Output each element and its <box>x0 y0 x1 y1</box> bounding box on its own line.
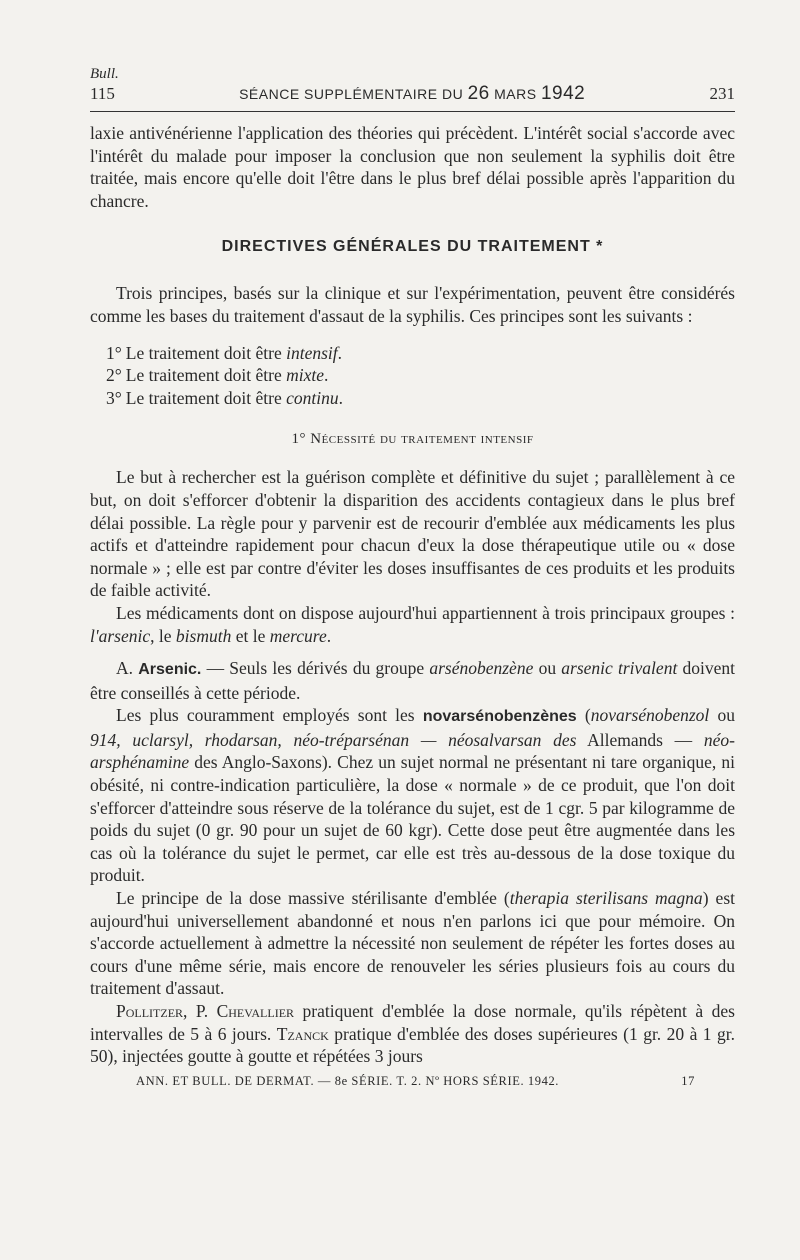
footer-citation: ANN. ET BULL. DE DERMAT. — 8e SÉRIE. T. 2. Nº HORS SÉRIE. 1942. <box>136 1073 560 1088</box>
page-number-left: 115 <box>90 84 115 103</box>
subsection-paragraph-2: Les médicaments dont on dispose aujourd'hui appartiennent à trois principaux groupes : l'arsenic, le bismuth et le mercure. <box>90 602 735 646</box>
arsenic-paragraph-3: Le principe de la dose massive stérilisante d'emblée (therapia sterilisans magna) est aujourd'hui universellement abandonné et nous n'en parlons ici que pour mémoire. On s'accorde actuellement à admettre la nécessité non seulement de répéter les fortes doses au cours d'une même série, mais encore de renouveler les séries plusieurs fois au cours du traitement d'assaut. <box>90 888 735 999</box>
header-title <box>239 83 585 105</box>
principle-item: 1° Le traitement doit être intensif. <box>106 342 343 363</box>
header-title-prefix: SÉANCE SUPPLÉMENTAIRE DU <box>239 86 468 102</box>
header-rule <box>90 111 735 112</box>
footer-signature-number: 17 <box>681 1073 695 1088</box>
header-title-day: 26 <box>467 83 490 104</box>
header-title-month: MARS <box>489 86 541 102</box>
journal-abbrev: Bull. <box>90 66 119 82</box>
principle-item: 3° Le traitement doit être continu. <box>106 387 343 408</box>
subsection-paragraph-1: Le but à rechercher est la guérison complète et définitive du sujet ; parallèlement à ce but, on doit s'efforcer d'obtenir la disparition des accidents contagieux dans le plus bref délai possible. La règle pour y parvenir est de recourir d'emblée aux médicaments les plus actifs et d'atteindre rapidement pour chacun d'eux la dose thérapeutique utile ou « dose normale » ; elle est par contre d'éviter les doses insuffisantes de ces produits et les produits de faible activité. <box>90 467 735 601</box>
arsenic-paragraph-1: A. Arsenic. — Seuls les dérivés du groupe arsénobenzène ou arsenic trivalent doivent être conseillés à cette période. <box>90 658 736 703</box>
subsection-title: 1° Nécessité du traitement intensif <box>291 431 534 448</box>
page-number-right: 231 <box>709 84 735 103</box>
principles-intro: Trois principes, basés sur la clinique et sur l'expérimentation, peuvent être considérés comme les bases du traitement d'assaut de la syphilis. Ces principes sont les suivants : <box>90 283 735 326</box>
intro-paragraph: laxie antivénérienne l'application des théories qui précèdent. L'intérêt social s'accorde avec l'intérêt du malade pour imposer la conclusion que non seulement la syphilis doit être traitée, mais encore qu'elle doit l'être dans le plus bref délai possible après l'apparition du chancre. <box>90 123 735 211</box>
arsenic-paragraph-2: Les plus couramment employés sont les novarsénobenzènes (novarsénobenzol ou 914, uclarsyl, rhodarsan, néo-tréparsénan — néosalvarsan des Allemands — néo-arsphénamine des Anglo-Saxons). Chez un sujet normal ne présentant ni tare organique, ni obésité, ni contre-indication particulière, la dose « normale » de ce produit, que l'on doit s'efforcer d'atteindre sous réserve de la tolérance du sujet, est de 1 cgr. 5 par kilogramme de poids du sujet (0 gr. 90 pour un sujet de 60 kgr). Cette dose peut être augmentée dans les cas où la tolérance du sujet le permet, car elle est très au-dessous de la dose toxique du produit. <box>90 705 736 886</box>
arsenic-paragraph-4: Pollitzer, P. Chevallier pratiquent d'emblée la dose normale, qu'ils répètent à des intervalles de 5 à 6 jours. Tzanck pratique d'emblée des doses supérieures (1 gr. 20 à 1 gr. 50), injectées goutte à goutte et répétées 3 jours <box>90 1001 735 1067</box>
principles-list <box>90 342 735 410</box>
page <box>90 66 735 1089</box>
running-header <box>90 66 735 112</box>
page-footer <box>90 1074 735 1089</box>
header-title-year: 1942 <box>540 83 586 104</box>
section-title: DIRECTIVES GÉNÉRALES DU TRAITEMENT * <box>221 238 604 256</box>
principle-item: 2° Le traitement doit être mixte. <box>106 365 329 386</box>
header-row <box>90 83 735 105</box>
